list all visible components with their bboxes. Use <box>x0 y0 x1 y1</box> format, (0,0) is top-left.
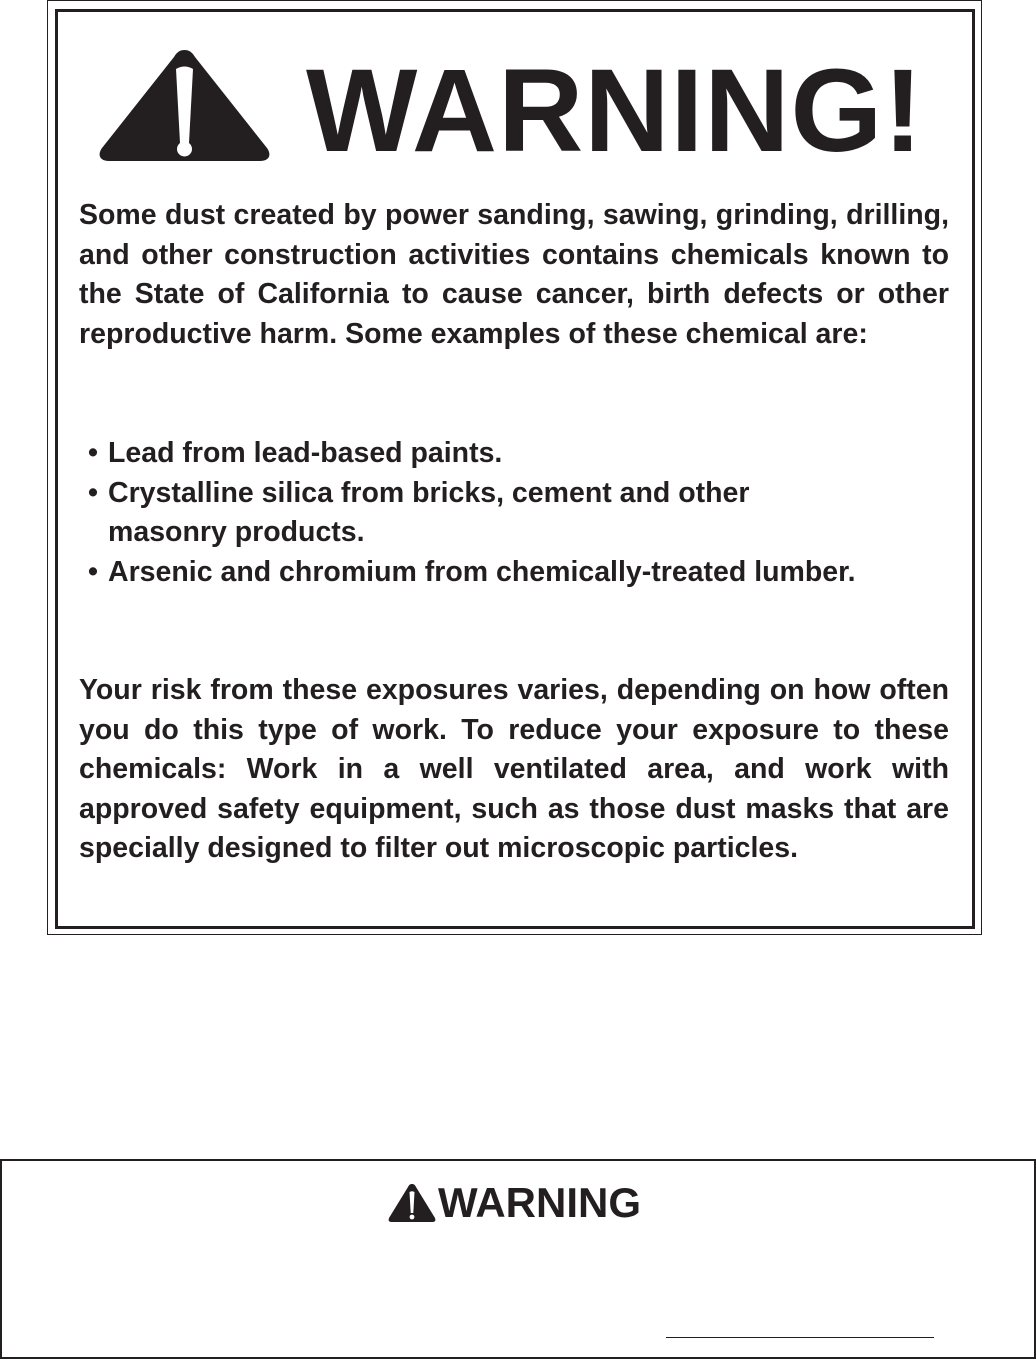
bullet-icon: • <box>88 437 98 469</box>
list-item-text: Crystalline silica from bricks, cement and other masonry products. <box>108 476 750 549</box>
list-item <box>88 474 858 553</box>
bottom-warning-title: WARNING <box>438 1179 641 1226</box>
bullet-icon: • <box>88 476 98 509</box>
warning-triangle-icon <box>97 46 272 163</box>
bullet-icon: • <box>88 555 98 588</box>
list-item-text: Lead from lead-based paints. <box>108 437 503 469</box>
intro-paragraph: Some dust created by power sanding, sawing, grinding, drilling, and other construction activities contains chemicals known to the State of California to cause cancer, birth defects or other reproductive harm. Some examples of these chemical are: <box>79 199 949 350</box>
list-item <box>88 434 948 474</box>
warning-triangle-icon <box>388 1183 436 1223</box>
bottom-warning-header <box>388 1180 641 1226</box>
list-item-text: Arsenic and chromium from chemically-treated lumber. <box>108 555 856 588</box>
warning-title: WARNING! <box>306 45 924 177</box>
chemical-examples-list <box>88 434 948 592</box>
list-item <box>88 553 858 593</box>
signature-line <box>666 1337 934 1338</box>
risk-paragraph: Your risk from these exposures varies, depending on how often you do this type of work. To reduce your exposure to these chemicals: Work in a well ventilated area, and work with approved safety equipment, such as those dust masks that are specially designed to filter out microscopic particles. <box>79 674 949 865</box>
